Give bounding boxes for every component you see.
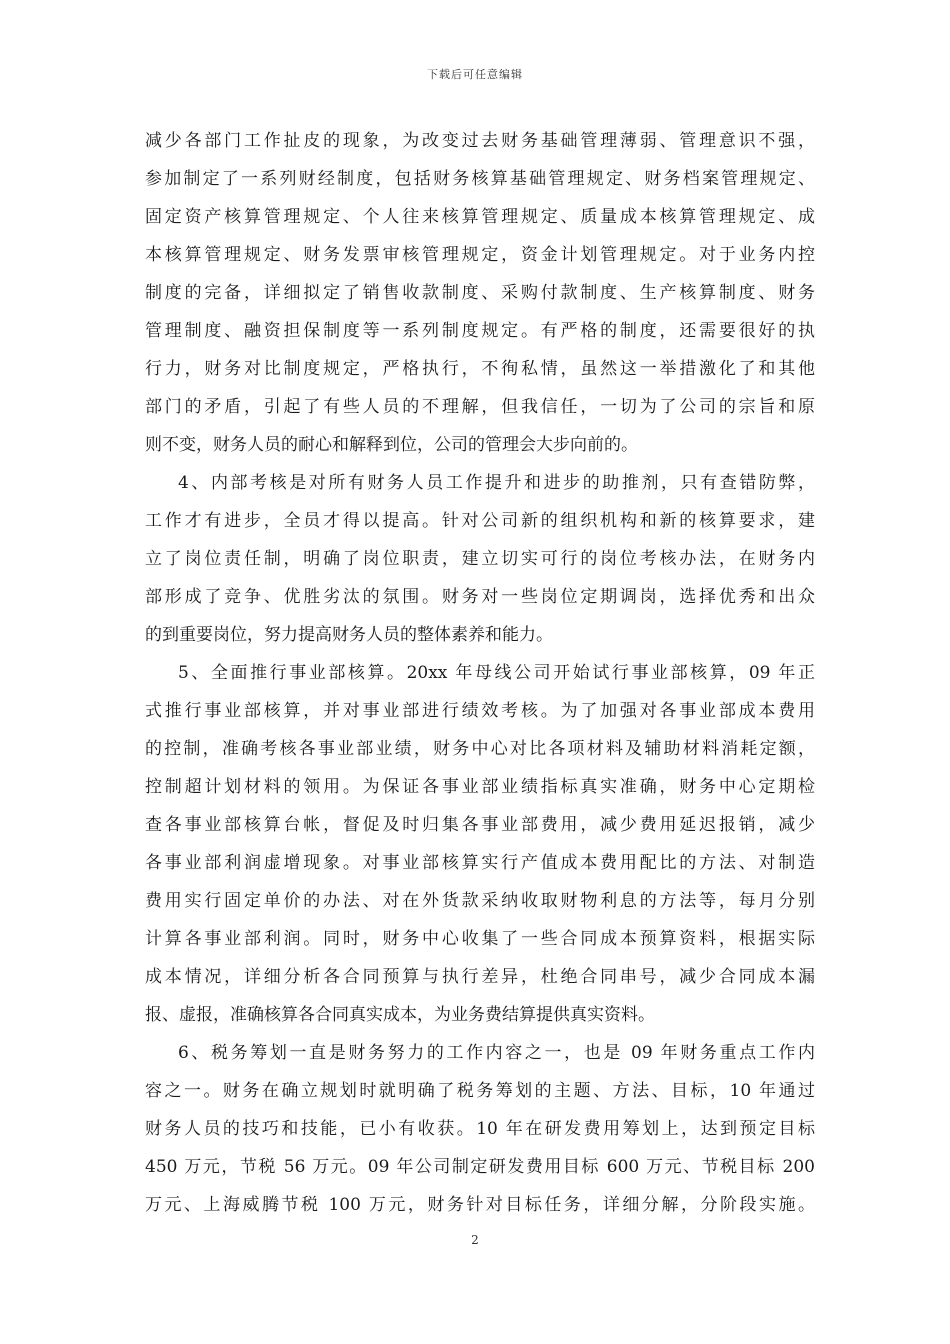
text-line: 的到重要岗位，努力提高财务人员的整体素养和能力。 [145,625,553,645]
paragraph-continuation [145,122,815,464]
text-line: 5、全面推行事业部核算。20xx 年母线公司开始试行事业部核算，09 年正 [178,663,815,683]
text-line: 的控制，准确考核各事业部业绩，财务中心对比各项材料及辅助材料消耗定额， [145,739,815,759]
text-line: 制度的完备，详细拟定了销售收款制度、采购付款制度、生产核算制度、财务 [145,283,815,303]
text-line: 6、税务筹划一直是财务努力的工作内容之一，也是 09 年财务重点工作内 [178,1043,815,1063]
text-line: 部形成了竞争、优胜劣汰的氛围。财务对一些岗位定期调岗，选择优秀和出众 [145,587,815,607]
text-line: 行力，财务对比制度规定，严格执行，不徇私情，虽然这一举措激化了和其他 [145,359,815,379]
text-line: 费用实行固定单价的办法、对在外货款采纳收取财物利息的方法等，每月分别 [145,891,815,911]
text-line: 万元、上海威腾节税 100 万元，财务针对目标任务，详细分解，分阶段实施。 [145,1195,815,1215]
text-line: 报、虚报，准确核算各合同真实成本，为业务费结算提供真实资料。 [145,1005,655,1025]
paragraph-item-4 [145,464,815,654]
page-header: 下载后可任意编辑 [427,68,523,81]
text-line: 4、内部考核是对所有财务人员工作提升和进步的助推剂，只有查错防弊， [178,473,815,493]
text-line: 式推行事业部核算，并对事业部进行绩效考核。为了加强对各事业部成本费用 [145,701,815,721]
text-line: 部门的矛盾，引起了有些人员的不理解，但我信任，一切为了公司的宗旨和原 [145,397,815,417]
page-number: 2 [471,1233,479,1247]
text-line: 工作才有进步，全员才得以提高。针对公司新的组织机构和新的核算要求，建 [145,511,815,531]
text-line: 450 万元，节税 56 万元。09 年公司制定研发费用目标 600 万元、节税目标 200 [145,1157,815,1177]
text-line: 管理制度、融资担保制度等一系列制度规定。有严格的制度，还需要很好的执 [145,321,815,341]
text-line: 立了岗位责任制，明确了岗位职责，建立切实可行的岗位考核办法，在财务内 [145,549,815,569]
paragraph-item-6 [145,1034,815,1224]
text-line: 计算各事业部利润。同时，财务中心收集了一些合同成本预算资料，根据实际 [145,929,815,949]
text-line: 参加制定了一系列财经制度，包括财务核算基础管理规定、财务档案管理规定、 [145,169,815,189]
text-line: 容之一。财务在确立规划时就明确了税务筹划的主题、方法、目标，10 年通过 [145,1081,815,1101]
document-body [145,122,815,1224]
text-line: 查各事业部核算台帐，督促及时归集各事业部费用，减少费用延迟报销，减少 [145,815,815,835]
text-line: 控制超计划材料的领用。为保证各事业部业绩指标真实准确，财务中心定期检 [145,777,815,797]
text-line: 本核算管理规定、财务发票审核管理规定，资金计划管理规定。对于业务内控 [145,245,815,265]
text-line: 固定资产核算管理规定、个人往来核算管理规定、质量成本核算管理规定、成 [145,207,815,227]
text-line: 财务人员的技巧和技能，已小有收获。10 年在研发费用筹划上，达到预定目标 [145,1119,815,1139]
text-line: 则不变，财务人员的耐心和解释到位，公司的管理会大步向前的。 [145,435,638,455]
text-line: 减少各部门工作扯皮的现象，为改变过去财务基础管理薄弱、管理意识不强， [145,131,815,151]
text-line: 各事业部利润虚增现象。对事业部核算实行产值成本费用配比的方法、对制造 [145,853,815,873]
paragraph-item-5 [145,654,815,1034]
text-line: 成本情况，详细分析各合同预算与执行差异，杜绝合同串号，减少合同成本漏 [145,967,815,987]
